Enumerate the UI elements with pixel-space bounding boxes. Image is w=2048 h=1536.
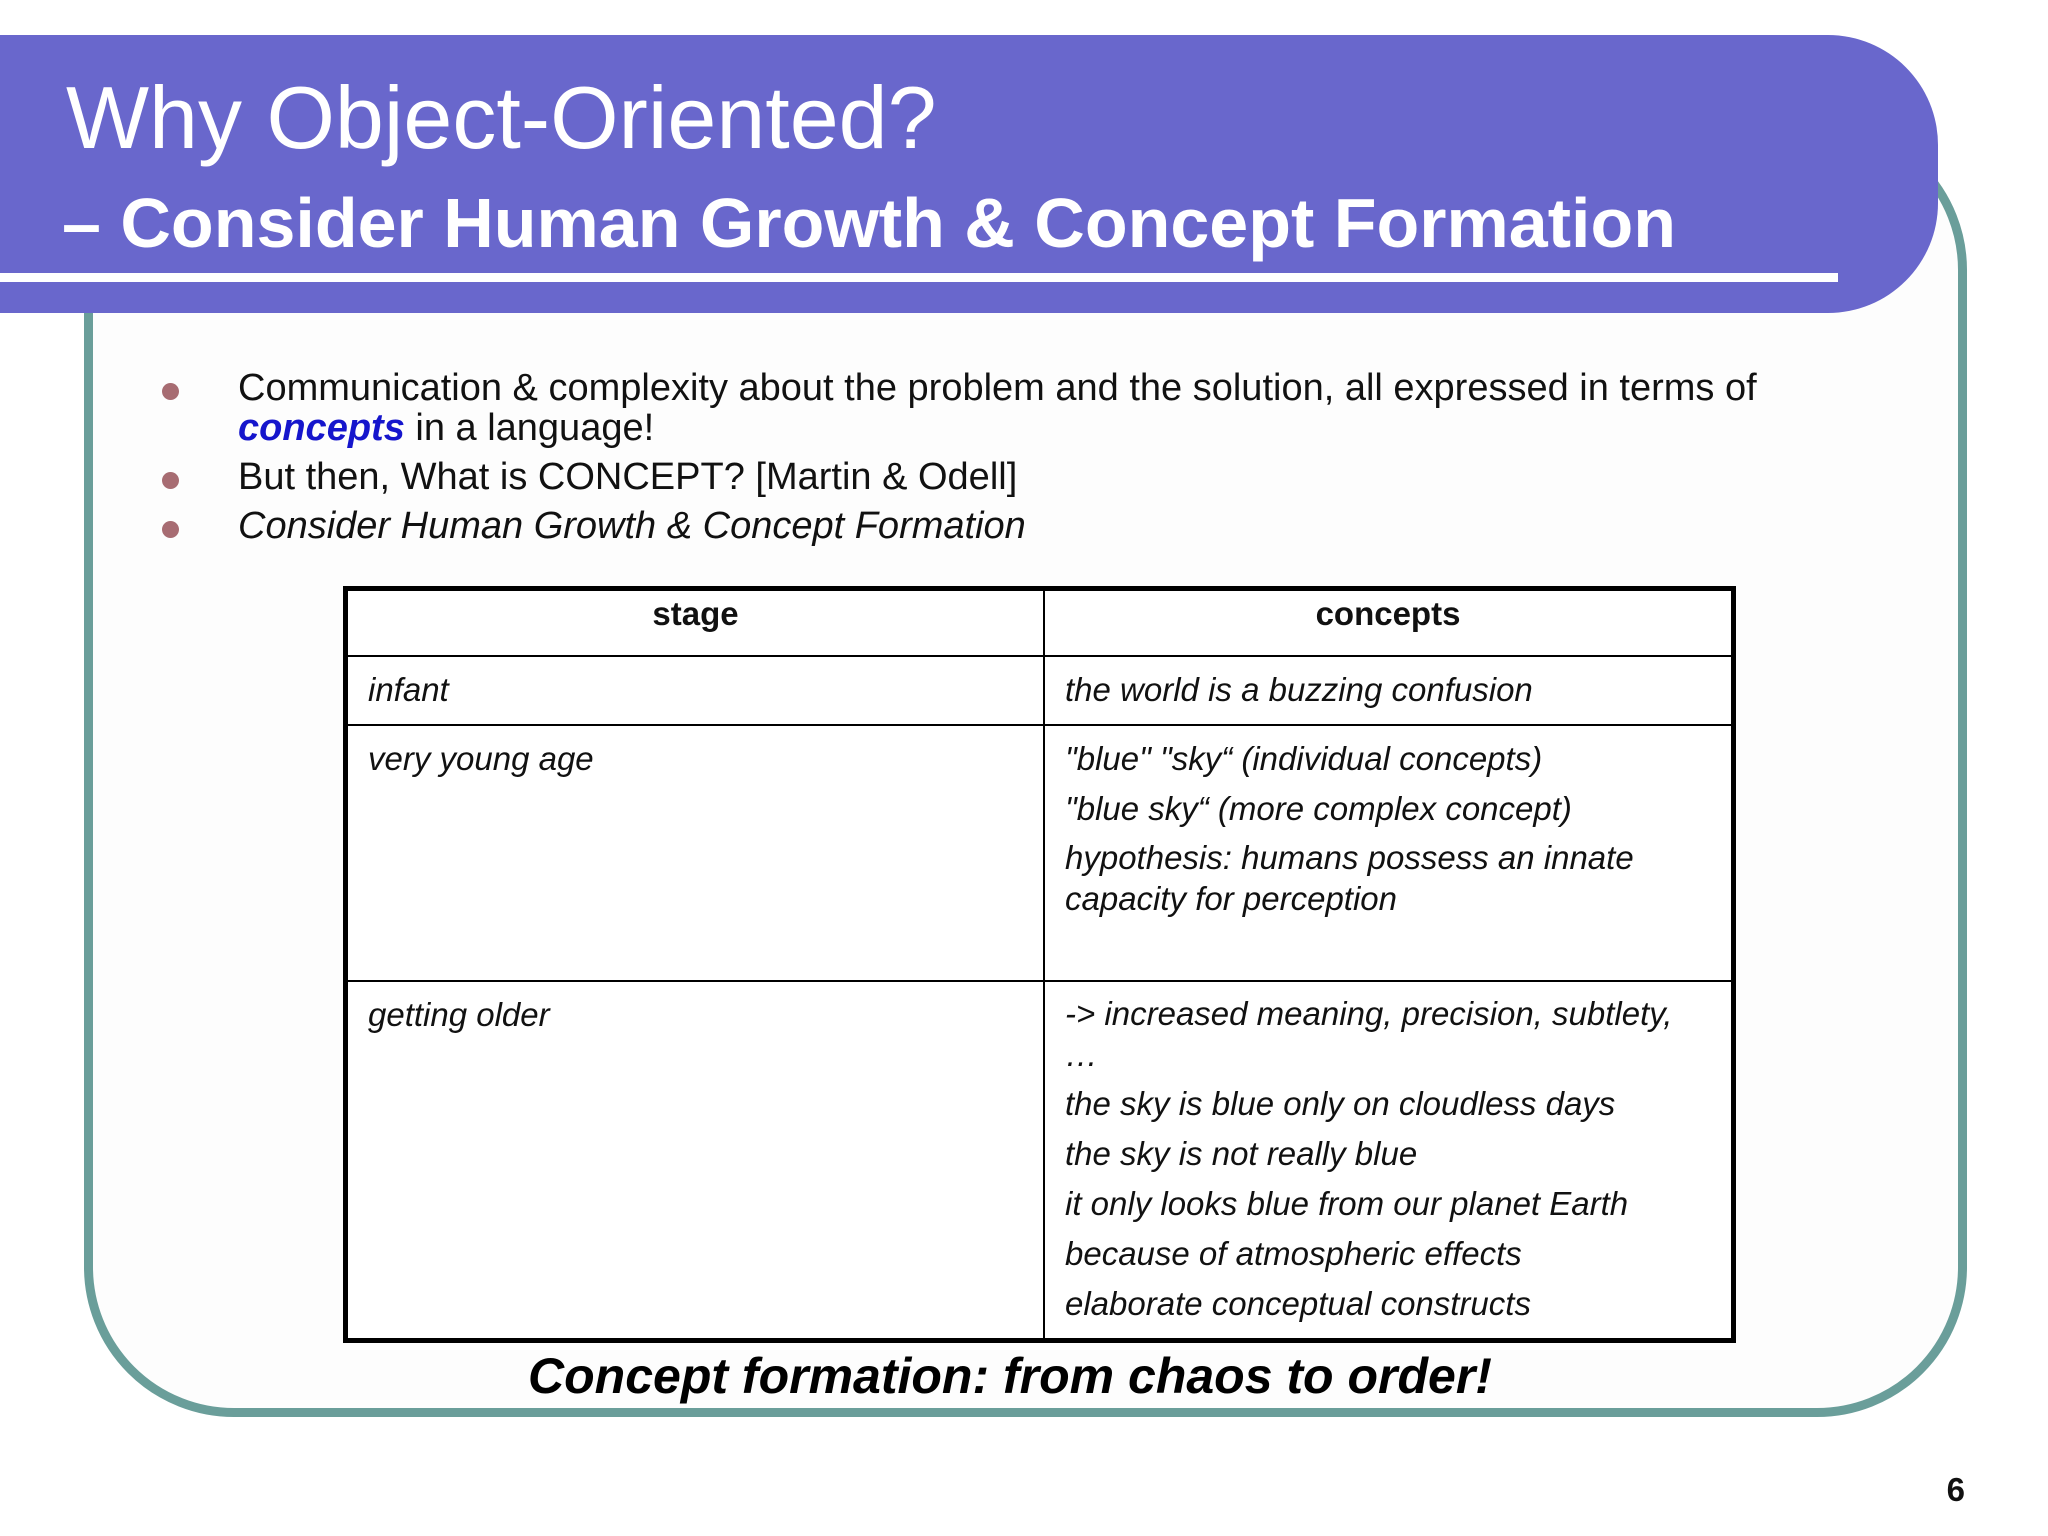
concept-line: the sky is blue only on cloudless days — [1065, 1085, 1616, 1122]
bullet-text: in a language! — [404, 407, 655, 449]
title-underline — [0, 273, 1838, 282]
bullet-text: But then, What is CONCEPT? [Martin & Odell] — [238, 456, 1018, 498]
table-row — [346, 981, 1734, 1341]
concept-line: hypothesis: humans possess an innate capacity for perception — [1065, 839, 1634, 917]
concept-line: because of atmospheric effects — [1065, 1235, 1522, 1272]
bullet-dot-icon — [162, 383, 179, 400]
stage-text: very young age — [368, 740, 594, 777]
slide-caption: Concept formation: from chaos to order! — [528, 1348, 1492, 1404]
stage-cell — [346, 725, 1045, 981]
table-row — [346, 725, 1734, 981]
column-header-concepts: concepts — [1044, 589, 1734, 657]
concepts-cell — [1044, 981, 1734, 1341]
concept-line: elaborate conceptual constructs — [1065, 1285, 1531, 1322]
bullet-item — [160, 457, 1860, 497]
concept-line: the world is a buzzing confusion — [1065, 671, 1533, 708]
stage-text: infant — [368, 671, 449, 708]
concepts-cell — [1044, 725, 1734, 981]
concept-line: -> increased meaning, precision, subtlety, … — [1065, 995, 1673, 1073]
bullet-dot-icon — [162, 521, 179, 538]
concept-line: it only looks blue from our planet Earth — [1065, 1185, 1629, 1222]
concept-line: "blue" "sky“ (individual concepts) — [1065, 740, 1543, 777]
bullet-text: Communication & complexity about the problem and the solution, all expressed in terms of — [238, 367, 1757, 409]
stage-cell — [346, 656, 1045, 725]
table-header-row — [346, 589, 1734, 657]
concept-line: "blue sky“ (more complex concept) — [1065, 790, 1572, 827]
bullet-text: Consider Human Growth & Concept Formation — [238, 505, 1026, 547]
slide-subtitle: – Consider Human Growth & Concept Formation — [62, 184, 1676, 262]
column-header-stage: stage — [346, 589, 1045, 657]
bullet-list — [160, 368, 1860, 555]
table-row — [346, 656, 1734, 725]
stage-cell — [346, 981, 1045, 1341]
concept-formation-table — [343, 586, 1736, 1343]
bullet-emphasis: concepts — [238, 407, 405, 449]
concept-line: the sky is not really blue — [1065, 1135, 1418, 1172]
bullet-dot-icon — [162, 472, 179, 489]
stage-text: getting older — [368, 996, 550, 1033]
slide-title: Why Object-Oriented? — [66, 68, 937, 167]
page-number: 6 — [1946, 1471, 1965, 1508]
bullet-item — [160, 368, 1860, 448]
concepts-cell — [1044, 656, 1734, 725]
bullet-item — [160, 506, 1860, 546]
